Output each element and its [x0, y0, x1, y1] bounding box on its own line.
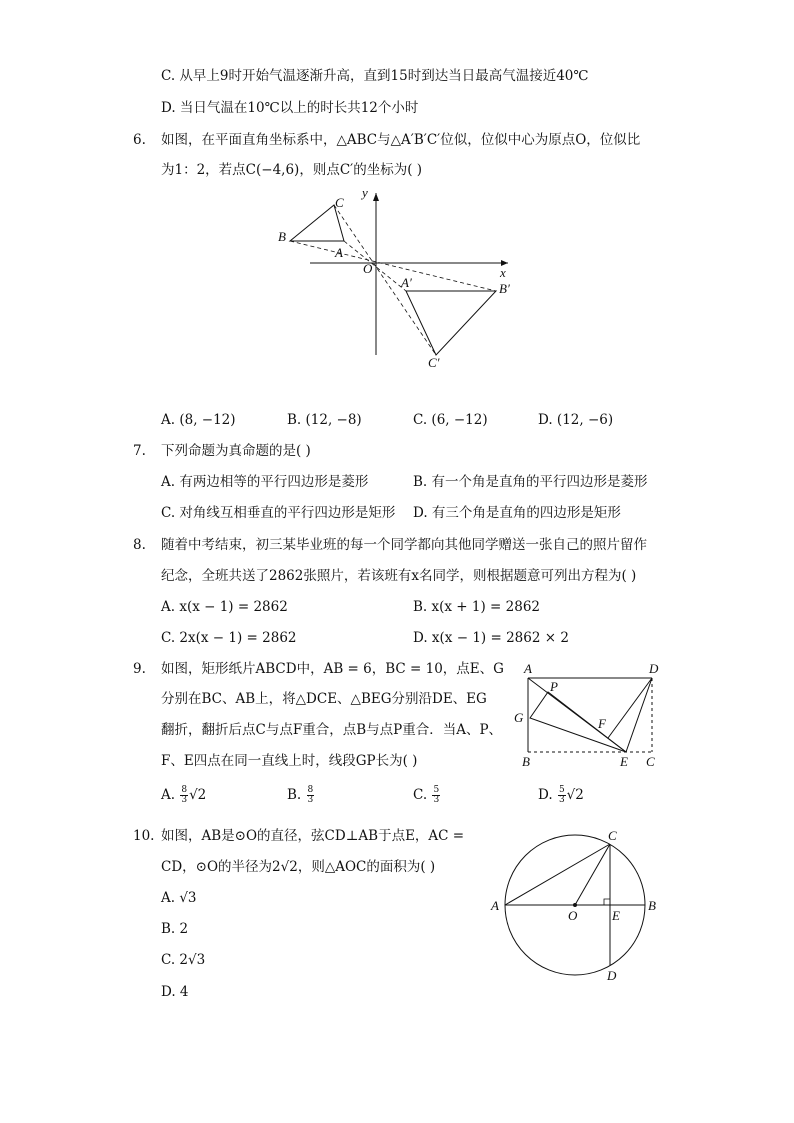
option-tail: √2 — [566, 787, 584, 803]
q10-stem-line2: CD，⊙O的半径为2√2，则△AOC的面积为( ) — [161, 859, 436, 875]
q8-number: 8. — [133, 537, 146, 553]
q7-option-d: D. 有三个角是直角的四边形是矩形 — [413, 505, 621, 521]
label-b: B — [278, 229, 286, 244]
label-p: P — [550, 679, 558, 694]
q7-option-a: A. 有两边相等的平行四边形是菱形 — [161, 474, 369, 490]
q6-option-b: B. (12, −8) — [287, 412, 362, 428]
option-letter: B. — [287, 787, 302, 803]
q9-stem-line1: 如图，矩形纸片ABCD中，AB = 6，BC = 10，点E、G — [161, 661, 504, 677]
q9-option-d — [538, 786, 584, 805]
q8-stem-line2: 纪念，全班共送了2862张照片，若该班有x名同学，则根据题意可列出方程为( ) — [161, 568, 637, 584]
q8-option-d: D. x(x − 1) = 2862 × 2 — [413, 630, 569, 646]
q10-option-c: C. 2√3 — [161, 952, 206, 968]
q6-option-d: D. (12, −6) — [538, 412, 614, 428]
right-angle-mark-icon — [604, 899, 610, 905]
denominator: 3 — [307, 795, 314, 805]
q9-figure — [510, 660, 670, 772]
option-letter: A. — [161, 787, 176, 803]
q7-number: 7. — [133, 443, 146, 459]
q7-option-b: B. 有一个角是直角的平行四边形是菱形 — [413, 474, 648, 490]
radius-oc — [575, 844, 610, 905]
triangle-a2b2c2 — [406, 291, 496, 355]
fraction — [558, 786, 566, 805]
q7-option-c: C. 对角线互相垂直的平行四边形是矩形 — [161, 505, 396, 521]
label-a: A — [524, 661, 532, 676]
q9-stem-line2: 分别在BC、AB上，将△DCE、△BEG分别沿DE、EG — [161, 691, 487, 707]
numerator: 5 — [558, 785, 565, 795]
line-d-e — [626, 678, 652, 752]
q9-option-a — [161, 786, 206, 805]
denominator: 3 — [558, 795, 565, 805]
label-a2: A′ — [401, 275, 412, 290]
fraction — [307, 786, 315, 805]
q8-option-b: B. x(x + 1) = 2862 — [413, 599, 540, 615]
option-letter: D. — [538, 787, 553, 803]
denominator: 3 — [433, 795, 440, 805]
label-c2: C′ — [428, 355, 440, 370]
label-o: O — [568, 908, 578, 923]
q5-option-d: D. 当日气温在10℃以上的时长共12个小时 — [161, 100, 419, 116]
q5-option-c: C. 从早上9时开始气温逐渐升高，直到15时到达当日最高气温接近40℃ — [161, 68, 589, 84]
label-f: F — [598, 716, 606, 731]
q6-option-a: A. (8, −12) — [161, 412, 236, 428]
line-d-f — [608, 678, 652, 738]
option-letter: C. — [413, 787, 428, 803]
q6-stem-line1: 如图，在平面直角坐标系中，△ABC与△A′B′C′位似，位似中心为原点O，位似比 — [161, 132, 641, 148]
label-b2: B′ — [499, 281, 510, 296]
q9-number: 9. — [133, 661, 146, 677]
numerator: 8 — [181, 785, 188, 795]
label-o: O — [363, 261, 373, 276]
q9-stem-line3: 翻折，翻折后点C与点F重合，点B与点P重合．当A、P、 — [161, 722, 503, 738]
denominator: 3 — [181, 795, 188, 805]
center-point — [573, 903, 577, 907]
chord-ac — [505, 844, 610, 905]
label-c: C — [646, 754, 655, 769]
q8-stem-line1: 随着中考结束，初三某毕业班的每一个同学都向其他同学赠送一张自己的照片留作 — [161, 537, 647, 553]
label-d: D — [649, 661, 659, 676]
q9-stem-line4: F、E四点在同一直线上时，线段GP长为( ) — [161, 753, 418, 769]
triangle-abc — [290, 205, 344, 241]
label-c: C — [608, 828, 617, 843]
numerator: 8 — [307, 785, 314, 795]
numerator: 5 — [433, 785, 440, 795]
q6-number: 6. — [133, 132, 146, 148]
label-y: y — [362, 185, 368, 200]
label-d: D — [607, 968, 617, 983]
q9-option-c — [413, 786, 441, 805]
q10-option-d: D. 4 — [161, 984, 189, 1000]
label-a: A — [335, 245, 343, 260]
label-g: G — [514, 710, 524, 725]
q6-figure — [270, 185, 520, 375]
option-tail: √2 — [189, 787, 207, 803]
q10-option-b: B. 2 — [161, 921, 189, 937]
label-e: E — [620, 754, 628, 769]
triangle-gpe — [530, 692, 626, 752]
ray-c-c2 — [334, 205, 436, 355]
label-a: A — [491, 898, 499, 913]
fraction — [432, 786, 440, 805]
q10-number: 10. — [133, 828, 155, 844]
label-b: B — [522, 754, 530, 769]
label-b: B — [648, 898, 656, 913]
ray-b-b2 — [290, 241, 496, 291]
q10-stem-line1: 如图，AB是⊙O的直径，弦CD⊥AB于点E，AC = — [161, 828, 465, 844]
q6-stem-line2: 为1：2，若点C(−4,6)，则点C′的坐标为( ) — [161, 162, 423, 178]
q6-option-c: C. (6, −12) — [413, 412, 488, 428]
q8-option-a: A. x(x − 1) = 2862 — [161, 599, 288, 615]
q9-option-b — [287, 786, 315, 805]
label-c: C — [335, 195, 344, 210]
y-axis-arrow-icon — [373, 193, 379, 201]
label-x: x — [500, 265, 506, 280]
fraction — [180, 786, 188, 805]
q10-figure — [486, 826, 666, 986]
q8-option-c: C. 2x(x − 1) = 2862 — [161, 630, 297, 646]
label-e: E — [612, 908, 620, 923]
q7-stem: 下列命题为真命题的是( ) — [161, 443, 311, 459]
q10-option-a: A. √3 — [161, 890, 197, 906]
